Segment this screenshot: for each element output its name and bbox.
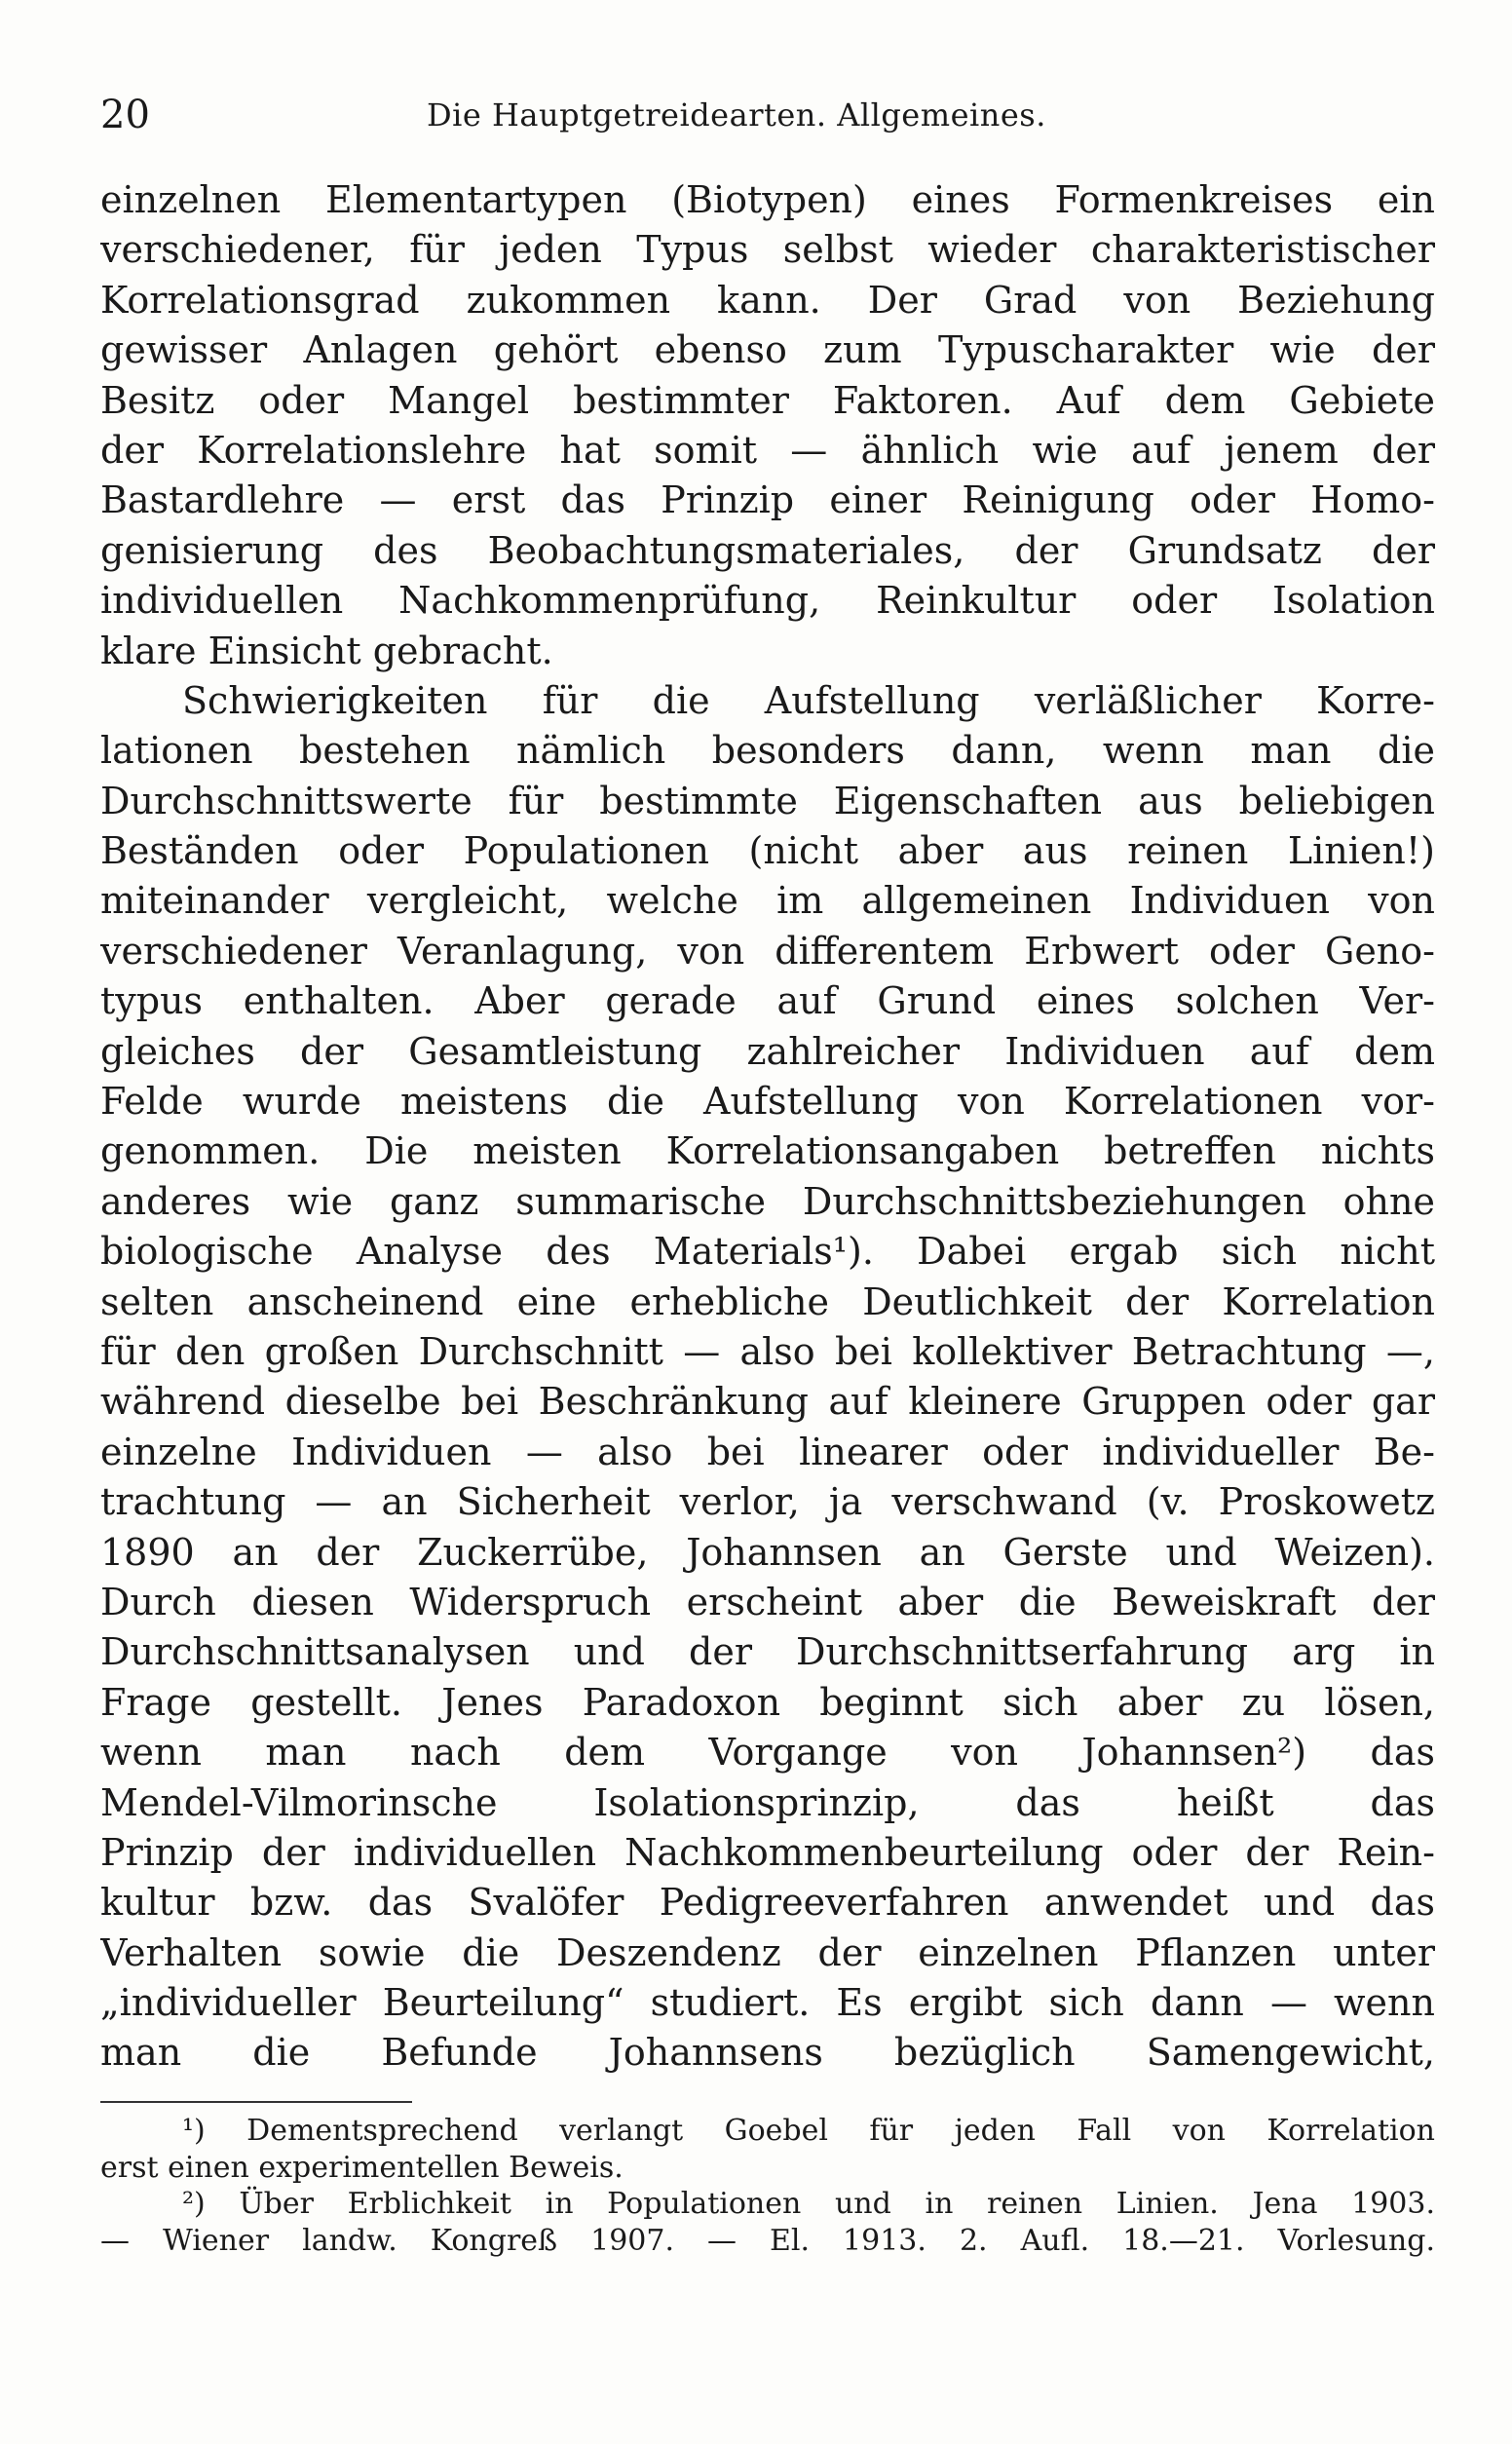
text-line: Schwierigkeiten für die Aufstellung verläßlicher Korre-	[182, 678, 1435, 722]
text-line: Durchschnittswerte für bestimmte Eigenschaften aus beliebigen	[100, 779, 1435, 822]
text-line: selten anscheinend eine erhebliche Deutlichkeit der Korrelation	[100, 1279, 1435, 1323]
text-line: Felde wurde meistens die Aufstellung von Korrelationen vor-	[100, 1080, 1435, 1124]
text-line: klare Einsicht gebracht.	[100, 629, 553, 672]
text-line: trachtung — an Sicherheit verlor, ja verschwand (v. Proskowetz	[100, 1480, 1435, 1524]
text-line: 1890 an der Zuckerrübe, Johannsen an Gerste und Weizen).	[100, 1530, 1435, 1574]
text-line: Bastardlehre — erst das Prinzip einer Reinigung oder Homo-	[100, 478, 1435, 522]
text-line: anderes wie ganz summarische Durchschnittsbeziehungen ohne	[100, 1179, 1435, 1223]
text-line: gewisser Anlagen gehört ebenso zum Typuscharakter wie der	[100, 328, 1435, 372]
text-line: Verhalten sowie die Deszendenz der einzelnen Pflanzen unter	[100, 1930, 1435, 1974]
text-line: für den großen Durchschnitt — also bei kollektiver Betrachtung —,	[100, 1329, 1435, 1373]
text-line: Korrelationsgrad zukommen kann. Der Grad von Beziehung	[100, 278, 1435, 322]
text-line: während dieselbe bei Beschränkung auf kleinere Gruppen oder gar	[100, 1380, 1435, 1424]
text-line: lationen bestehen nämlich besonders dann, wenn man die	[100, 729, 1435, 773]
text-line: wenn man nach dem Vorgange von Johannsen²) das	[100, 1731, 1435, 1775]
body-text	[100, 175, 1435, 2079]
text-line: verschiedener, für jeden Typus selbst wieder charakteristischer	[100, 228, 1435, 272]
text-line: typus enthalten. Aber gerade auf Grund eines solchen Ver-	[100, 979, 1435, 1023]
text-line: Beständen oder Populationen (nicht aber aus reinen Linien!)	[100, 829, 1435, 873]
footnote-line: erst einen experimentellen Beweis.	[100, 2150, 624, 2185]
footnote-line: ¹) Dementsprechend verlangt Goebel für jeden Fall von Korrelation	[182, 2114, 1435, 2148]
text-line: Durch diesen Widerspruch erscheint aber die Beweiskraft der	[100, 1580, 1435, 1623]
text-line: individuellen Nachkommenprüfung, Reinkultur oder Isolation	[100, 579, 1435, 623]
text-line: Durchschnittsanalysen und der Durchschnittserfahrung arg in	[100, 1630, 1435, 1674]
text-line: Mendel-Vilmorinsche Isolationsprinzip, das heißt das	[100, 1780, 1435, 1824]
page-number: 20	[100, 93, 150, 137]
text-line: miteinander vergleicht, welche im allgemeinen Individuen von	[100, 879, 1435, 923]
text-line: einzelne Individuen — also bei linearer oder individueller Be-	[100, 1430, 1435, 1473]
text-line: verschiedener Veranlagung, von differentem Erbwert oder Geno-	[100, 929, 1435, 973]
footnote-divider	[100, 2101, 412, 2103]
footnote-line: ²) Über Erblichkeit in Populationen und in reinen Linien. Jena 1903.	[182, 2187, 1435, 2221]
page-header	[100, 86, 1435, 144]
footnote-line: — Wiener landw. Kongreß 1907. — El. 1913. 2. Aufl. 18.—21. Vorlesung.	[100, 2223, 1435, 2258]
text-line: kultur bzw. das Svalöfer Pedigreeverfahren anwendet und das	[100, 1881, 1435, 1925]
text-line: Prinzip der individuellen Nachkommenbeurteilung oder der Rein-	[100, 1830, 1435, 1874]
text-line: einzelnen Elementartypen (Biotypen) eines Formenkreises ein	[100, 178, 1435, 221]
text-line: man die Befunde Johannsens bezüglich Samengewicht,	[100, 2031, 1435, 2075]
text-line: Besitz oder Mangel bestimmter Faktoren. Auf dem Gebiete	[100, 378, 1435, 422]
footnotes	[100, 2113, 1435, 2259]
text-line: „individueller Beurteilung“ studiert. Es ergibt sich dann — wenn	[100, 1981, 1435, 2025]
text-line: biologische Analyse des Materials¹). Dabei ergab sich nicht	[100, 1230, 1435, 1274]
text-line: der Korrelationslehre hat somit — ähnlich wie auf jenem der	[100, 428, 1435, 472]
text-line: genisierung des Beobachtungsmateriales, der Grundsatz der	[100, 528, 1435, 572]
text-line: genommen. Die meisten Korrelationsangaben betreffen nichts	[100, 1129, 1435, 1173]
text-line: gleiches der Gesamtleistung zahlreicher Individuen auf dem	[100, 1029, 1435, 1073]
text-line: Frage gestellt. Jenes Paradoxon beginnt sich aber zu lösen,	[100, 1680, 1435, 1724]
running-title: Die Hauptgetreidearten. Allgemeines.	[427, 96, 1046, 134]
